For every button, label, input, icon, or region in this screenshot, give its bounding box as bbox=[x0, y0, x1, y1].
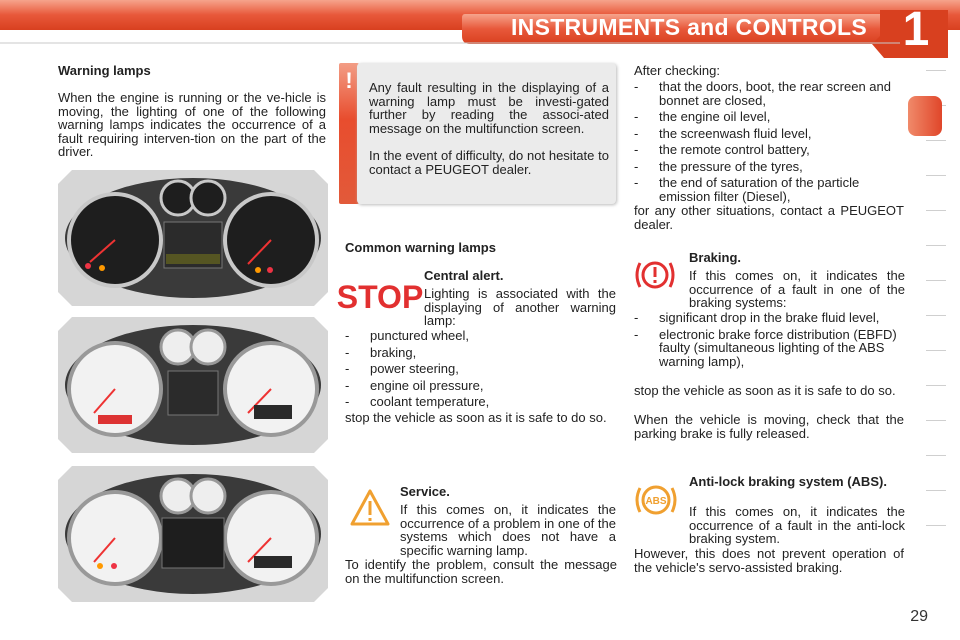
warning-box bbox=[357, 63, 616, 204]
service-footer: To identify the problem, consult the message on the multifunction screen. bbox=[345, 557, 617, 586]
list-item: - that the doors, boot, the rear screen and bonnet are closed, bbox=[634, 80, 906, 107]
service-title: Service. bbox=[400, 484, 450, 499]
instrument-cluster-image bbox=[58, 317, 328, 453]
service-body: If this comes on, it indicates the occurrence of a problem in one of the systems which does not have a specific warning lamp. bbox=[400, 502, 616, 558]
central-alert-title: Central alert. bbox=[424, 268, 504, 283]
list-item: - the pressure of the tyres, bbox=[634, 160, 906, 174]
side-tab-active[interactable] bbox=[908, 96, 942, 136]
exclamation-icon: ! bbox=[345, 68, 353, 93]
side-tab[interactable] bbox=[926, 490, 946, 525]
list-item: - electronic brake force distribution (EBFD) faulty (simultaneous lighting of the ABS warning lamp), bbox=[634, 328, 906, 369]
abs-icon-text: ABS bbox=[645, 496, 667, 507]
side-tab[interactable] bbox=[926, 280, 946, 315]
chapter-number: 1 bbox=[902, 3, 930, 56]
braking-list bbox=[634, 311, 906, 371]
braking-stop-text: stop the vehicle as soon as it is safe to do so. bbox=[634, 383, 896, 398]
instrument-cluster-image bbox=[58, 170, 328, 306]
abs-footer: However, this does not prevent operation of the vehicle's servo-assisted braking. bbox=[634, 546, 904, 575]
page-header bbox=[0, 0, 960, 58]
braking-moving-text: When the vehicle is moving, check that the parking brake is fully released. bbox=[634, 412, 904, 441]
side-tab-strip bbox=[926, 70, 946, 560]
checks-list bbox=[634, 80, 906, 206]
page-title: INSTRUMENTS and CONTROLS bbox=[510, 14, 867, 40]
other-situations-text: for any other situations, contact a PEUGEOT dealer. bbox=[634, 203, 904, 232]
list-item: - braking, bbox=[345, 346, 617, 360]
list-item: - punctured wheel, bbox=[345, 329, 617, 343]
side-tab[interactable] bbox=[926, 175, 946, 210]
warning-text-1: Any fault resulting in the displaying of a warning lamp must be investi-gated further by reading the associ-ated message on the multifunction screen. bbox=[369, 80, 609, 136]
side-tab[interactable] bbox=[926, 525, 946, 560]
list-item: - the end of saturation of the particle emission filter (Diesel), bbox=[634, 176, 906, 203]
list-item: - power steering, bbox=[345, 362, 617, 376]
list-item: - the screenwash fluid level, bbox=[634, 127, 906, 141]
list-item: - the remote control battery, bbox=[634, 143, 906, 157]
list-item: - the engine oil level, bbox=[634, 110, 906, 124]
instrument-cluster-image bbox=[58, 466, 328, 602]
side-tab[interactable] bbox=[926, 385, 946, 420]
warning-text-2: In the event of difficulty, do not hesitate to contact a PEUGEOT dealer. bbox=[369, 148, 609, 177]
stop-icon-text: STOP bbox=[336, 279, 424, 315]
side-tab[interactable] bbox=[926, 140, 946, 175]
list-item: - coolant temperature, bbox=[345, 395, 617, 409]
side-tab[interactable] bbox=[926, 455, 946, 490]
after-checking-heading: After checking: bbox=[634, 63, 720, 78]
brake-warning-icon bbox=[634, 255, 676, 295]
braking-body: If this comes on, it indicates the occurrence of a fault in one of the braking systems: bbox=[689, 268, 905, 310]
list-item: - engine oil pressure, bbox=[345, 379, 617, 393]
central-alert-footer: stop the vehicle as soon as it is safe to do so. bbox=[345, 410, 607, 425]
side-tab[interactable] bbox=[926, 245, 946, 280]
section-heading: Warning lamps bbox=[58, 63, 151, 78]
list-item: - significant drop in the brake fluid level, bbox=[634, 311, 906, 325]
page-number: 29 bbox=[910, 608, 928, 625]
common-lamps-heading: Common warning lamps bbox=[345, 240, 496, 255]
stop-warning-icon bbox=[336, 279, 424, 315]
side-tab[interactable] bbox=[926, 420, 946, 455]
central-alert-body: Lighting is associated with the displaying of another warning lamp: bbox=[424, 286, 616, 328]
central-alert-list bbox=[345, 329, 617, 412]
intro-paragraph: When the engine is running or the ve-hicle is moving, the lighting of one of the following warning lamps indicates the occurrence of a fault requiring interven-tion on the part of the driver. bbox=[58, 90, 326, 159]
side-tab[interactable] bbox=[926, 315, 946, 350]
side-tab[interactable] bbox=[926, 350, 946, 385]
abs-body: If this comes on, it indicates the occurrence of a fault in the anti-lock braking system. bbox=[689, 504, 905, 546]
braking-title: Braking. bbox=[689, 250, 742, 265]
abs-warning-icon bbox=[634, 480, 678, 520]
side-tab[interactable] bbox=[926, 210, 946, 245]
service-warning-icon bbox=[350, 488, 390, 528]
abs-title: Anti-lock braking system (ABS). bbox=[689, 474, 887, 489]
